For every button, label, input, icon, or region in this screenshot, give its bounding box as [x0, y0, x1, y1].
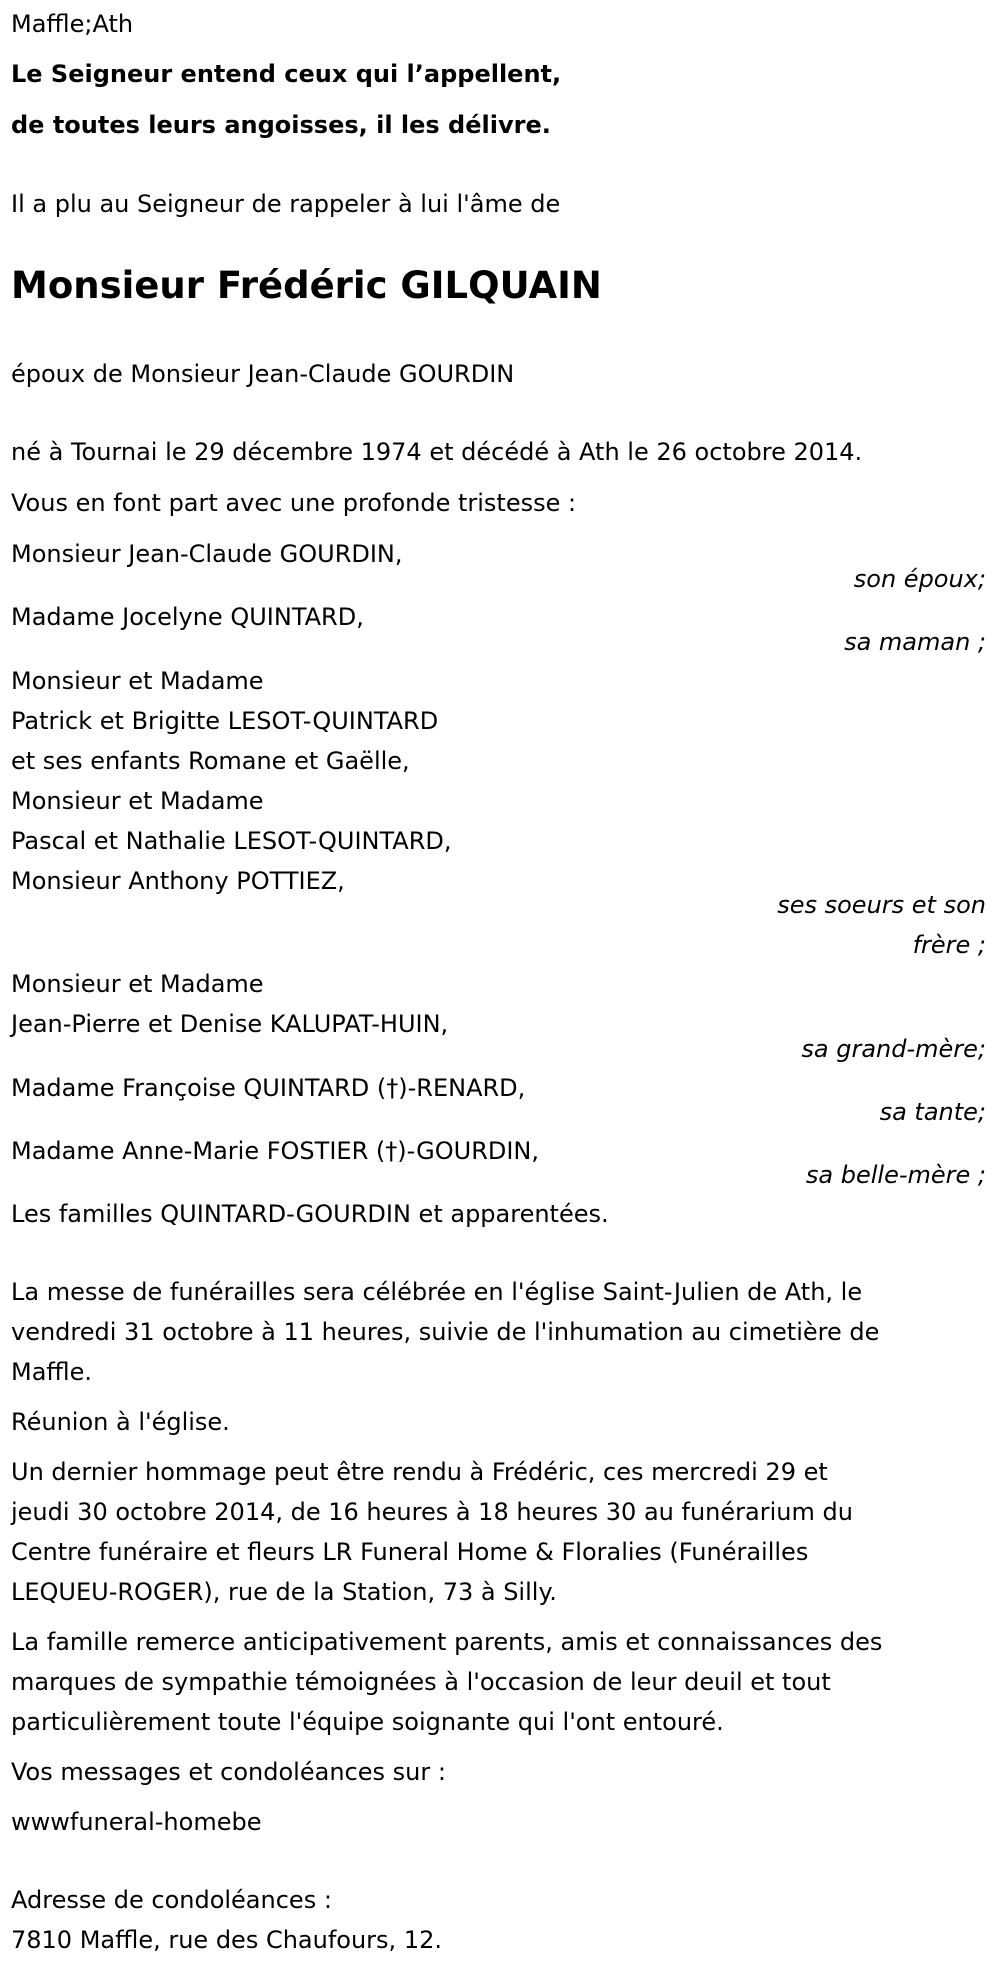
tribute-line: LEQUEU-ROGER), rue de la Station, 73 à Silly. [11, 1578, 557, 1606]
thanks-line: particulièrement toute l'équipe soignante qui l'ont entouré. [11, 1708, 724, 1736]
relation-label: ses soeurs et son [777, 891, 986, 919]
tribute-line: jeudi 30 octobre 2014, de 16 heures à 18 heures 30 au funérarium du [11, 1498, 853, 1526]
website-line: wwwfuneral-homebe [11, 1808, 262, 1836]
family-line: Monsieur et Madame [11, 667, 264, 695]
address-line: 7810 Maffle, rue des Chaufours, 12. [11, 1926, 442, 1954]
share-intro-line: Vous en font part avec une profonde tristesse : [11, 489, 577, 517]
family-line: et ses enfants Romane et Gaëlle, [11, 747, 410, 775]
family-closing-line: Les familles QUINTARD-GOURDIN et apparentées. [11, 1200, 609, 1228]
spouse-line: époux de Monsieur Jean-Claude GOURDIN [11, 360, 515, 388]
family-line: Patrick et Brigitte LESOT-QUINTARD [11, 707, 439, 735]
relation-label: sa grand-mère; [801, 1035, 986, 1063]
address-intro-line: Adresse de condoléances : [11, 1886, 332, 1914]
location-line: Maffle;Ath [11, 10, 134, 38]
meeting-line: Réunion à l'église. [11, 1408, 230, 1436]
family-line: Monsieur Anthony POTTIEZ, [11, 867, 345, 895]
relation-label: sa tante; [879, 1098, 986, 1126]
messages-intro-line: Vos messages et condoléances sur : [11, 1758, 446, 1786]
relation-label: frère ; [912, 931, 986, 959]
relation-label: sa belle-mère ; [805, 1161, 986, 1189]
relation-label: sa maman ; [844, 628, 986, 656]
family-line: Pascal et Nathalie LESOT-QUINTARD, [11, 827, 452, 855]
intro-line: Il a plu au Seigneur de rappeler à lui l'âme de [11, 190, 561, 218]
verse-line-1: Le Seigneur entend ceux qui l’appellent, [11, 60, 562, 88]
mass-line: vendredi 31 octobre à 11 heures, suivie de l'inhumation au cimetière de [11, 1318, 880, 1346]
birth-death-line: né à Tournai le 29 décembre 1974 et décédé à Ath le 26 octobre 2014. [11, 438, 863, 466]
family-line: Monsieur Jean-Claude GOURDIN, [11, 540, 403, 568]
tribute-line: Un dernier hommage peut être rendu à Frédéric, ces mercredi 29 et [11, 1458, 828, 1486]
family-line: Jean-Pierre et Denise KALUPAT-HUIN, [11, 1010, 449, 1038]
family-line: Madame Françoise QUINTARD (†)-RENARD, [11, 1074, 526, 1102]
family-line: Monsieur et Madame [11, 787, 264, 815]
verse-line-2: de toutes leurs angoisses, il les délivre. [11, 111, 551, 139]
thanks-line: marques de sympathie témoignées à l'occasion de leur deuil et tout [11, 1668, 831, 1696]
mass-line: Maffle. [11, 1358, 93, 1386]
relation-label: son époux; [853, 565, 986, 593]
family-line: Madame Anne-Marie FOSTIER (†)-GOURDIN, [11, 1137, 540, 1165]
mass-line: La messe de funérailles sera célébrée en l'église Saint-Julien de Ath, le [11, 1278, 863, 1306]
thanks-line: La famille remerce anticipativement parents, amis et connaissances des [11, 1628, 883, 1656]
deceased-name: Monsieur Frédéric GILQUAIN [11, 264, 602, 307]
tribute-line: Centre funéraire et fleurs LR Funeral Home & Floralies (Funérailles [11, 1538, 809, 1566]
family-line: Monsieur et Madame [11, 970, 264, 998]
family-line: Madame Jocelyne QUINTARD, [11, 603, 364, 631]
